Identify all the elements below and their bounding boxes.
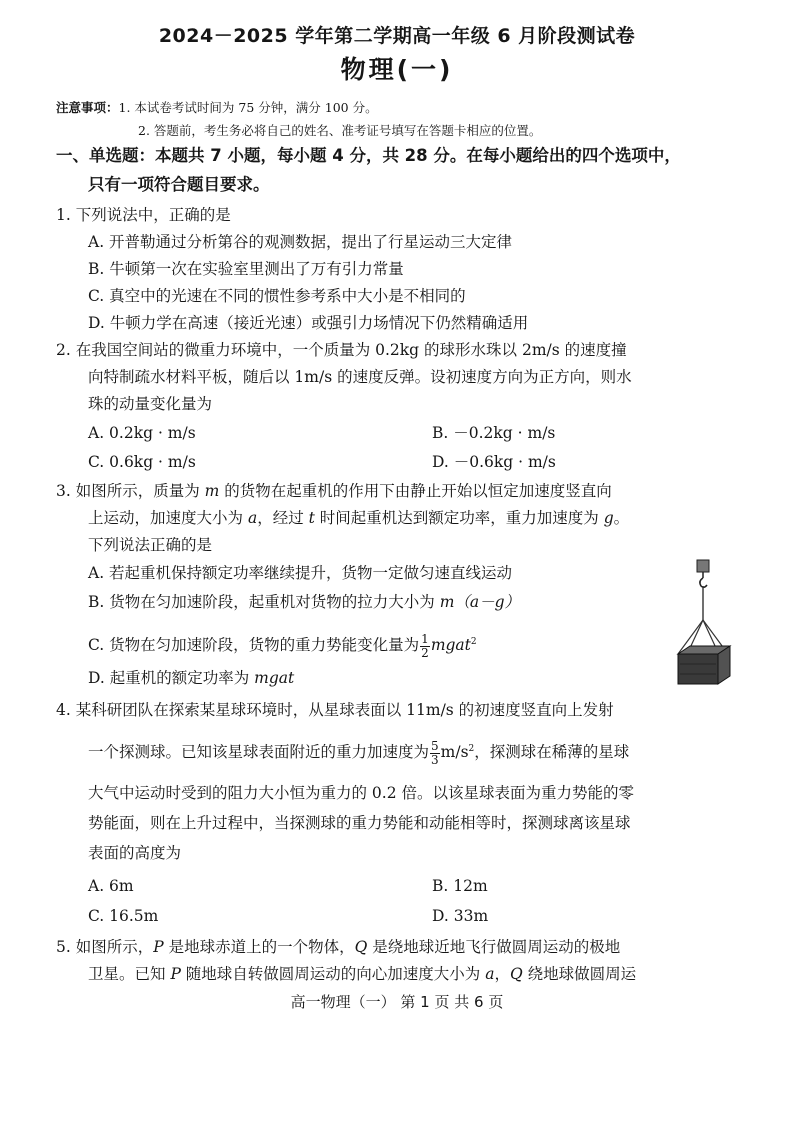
q3-option-d-text: D. 起重机的额定功率为 (88, 669, 255, 687)
q5-text: 卫星。已知 (88, 965, 171, 983)
q3-option-d (88, 668, 294, 688)
q3-option-d-expr: mgat (254, 669, 295, 687)
q3-stem-line-3: 下列说法正确的是 (88, 536, 213, 554)
q3-option-b-expr: m（a－g） (439, 593, 521, 611)
q5-var-p: P (170, 965, 181, 983)
q3-option-c-expr: mgat (430, 636, 471, 655)
q3-option-b-text: B. 货物在匀加速阶段，起重机对货物的拉力大小为 (88, 593, 440, 611)
section-heading-line-2: 只有一项符合题目要求。 (88, 175, 270, 194)
q3-option-a: A. 若起重机保持额定功率继续提升，货物一定做匀速直线运动 (88, 564, 513, 582)
page-footer: 高一物理（一） 第 1 页 共 6 页 (290, 993, 504, 1011)
q4-stem-line-3: 大气中运动时受到的阻力大小恒为重力的 0.2 倍。以该星球表面为重力势能的零 (88, 784, 635, 802)
q5-var-q: Q (510, 965, 523, 983)
fraction-five-thirds (430, 740, 440, 767)
q2-stem-line-2: 向特制疏水材料平板，随后以 1m/s 的速度反弹。设初速度方向为正方向，则水 (88, 368, 632, 386)
q5-text: 是绕地球近地飞行做圆周运动的极地 (367, 938, 621, 956)
q2-option-c: C. 0.6kg · m/s (88, 453, 196, 471)
q3-option-b (88, 592, 520, 612)
q2-option-d: D. －0.6kg · m/s (432, 453, 556, 471)
q5-var-p: P (153, 938, 164, 956)
q3-text: 上运动，加速度大小为 (88, 509, 248, 527)
q4-text: 一个探测球。已知该星球表面附近的重力加速度为 (88, 743, 430, 762)
notes-label: 注意事项： (56, 100, 119, 115)
q4-stem-line-1: 4. 某科研团队在探索某星球环境时，从星球表面以 11m/s 的初速度竖直向上发射 (56, 701, 614, 719)
q3-option-c-text: C. 货物在匀加速阶段，货物的重力势能变化量为 (88, 636, 420, 655)
section-heading-line-1: 一、单选题：本题共 7 小题，每小题 4 分，共 28 分。在每小题给出的四个选项中， (56, 146, 681, 165)
q4-option-a: A. 6m (88, 877, 134, 895)
q3-option-c (88, 628, 477, 660)
crane-hook-icon (697, 560, 709, 587)
notes-item-2: 2. 答题前，考生务必将自己的姓名、准考证号填写在答题卡相应的位置。 (138, 123, 542, 138)
q4-unit: m/s (440, 743, 469, 762)
q5-stem-line-1 (56, 937, 620, 957)
q1-stem: 1. 下列说法中，正确的是 (56, 206, 231, 224)
q4-stem-line-5: 表面的高度为 (88, 844, 182, 862)
q3-var-m: m (204, 482, 220, 500)
notes-line-1 (56, 98, 378, 118)
exponent: 2 (470, 637, 477, 647)
q5-text: 随地球自转做圆周运动的向心加速度大小为 (180, 965, 486, 983)
q4-stem-line-2 (88, 734, 629, 767)
q3-text: 3. 如图所示，质量为 (56, 482, 205, 500)
q2-stem-line-1: 2. 在我国空间站的微重力环境中，一个质量为 0.2kg 的球形水珠以 2m/s 的速度撞 (56, 341, 627, 359)
q2-stem-line-3: 珠的动量变化量为 (88, 395, 213, 413)
q1-option-a: A. 开普勒通过分析第谷的观测数据，提出了行星运动三大定律 (88, 233, 513, 251)
q1-option-b: B. 牛顿第一次在实验室里测出了万有引力常量 (88, 260, 404, 278)
cargo-box-icon (678, 646, 730, 684)
q1-option-d: D. 牛顿力学在高速（接近光速）或强引力场情况下仍然精确适用 (88, 314, 529, 332)
q3-text: ，经过 (257, 509, 309, 527)
q3-text: 的货物在起重机的作用下由静止开始以恒定加速度竖直向 (219, 482, 612, 500)
fraction-numerator: 1 (421, 631, 429, 646)
q4-option-b: B. 12m (432, 877, 488, 895)
q3-text: 。 (613, 509, 630, 527)
exam-subject-title: 物理(一) (340, 55, 454, 84)
notes-item-1: 1. 本试卷考试时间为 75 分钟，满分 100 分。 (118, 100, 378, 115)
q5-stem-line-2 (88, 964, 636, 984)
crane-cargo-figure (668, 558, 738, 690)
fraction-numerator: 5 (431, 738, 439, 753)
q3-text: 时间起重机达到额定功率，重力加速度为 (314, 509, 604, 527)
q4-option-d: D. 33m (432, 907, 489, 925)
q3-var-a: a (247, 509, 258, 527)
q1-option-c: C. 真空中的光速在不同的惯性参考系中大小是不相同的 (88, 287, 466, 305)
q5-text: 绕地球做圆周运 (522, 965, 637, 983)
fraction-denominator: 2 (421, 645, 429, 660)
q4-text: ，探测球在稀薄的星球 (474, 743, 630, 762)
q4-option-c: C. 16.5m (88, 907, 159, 925)
q3-stem-line-1 (56, 481, 612, 501)
q4-stem-line-4: 势能面，则在上升过程中，当探测球的重力势能和动能相等时，探测球离该星球 (88, 814, 631, 832)
q3-var-t: t (308, 509, 315, 527)
q5-text: 是地球赤道上的一个物体， (163, 938, 355, 956)
q2-option-a: A. 0.2kg · m/s (88, 424, 196, 442)
q3-stem-line-2 (88, 508, 629, 528)
exam-title: 2024－2025 学年第二学期高一年级 6 月阶段测试卷 (158, 25, 636, 47)
q2-option-b: B. －0.2kg · m/s (432, 424, 556, 442)
q5-var-q: Q (354, 938, 368, 956)
fraction-half (420, 633, 430, 660)
exponent: 2 (468, 744, 475, 754)
fraction-denominator: 3 (431, 752, 439, 767)
q5-var-a: a (485, 965, 495, 983)
q3-var-g: g (603, 509, 614, 527)
q5-text: 5. 如图所示， (56, 938, 154, 956)
q5-text: ， (494, 965, 510, 983)
